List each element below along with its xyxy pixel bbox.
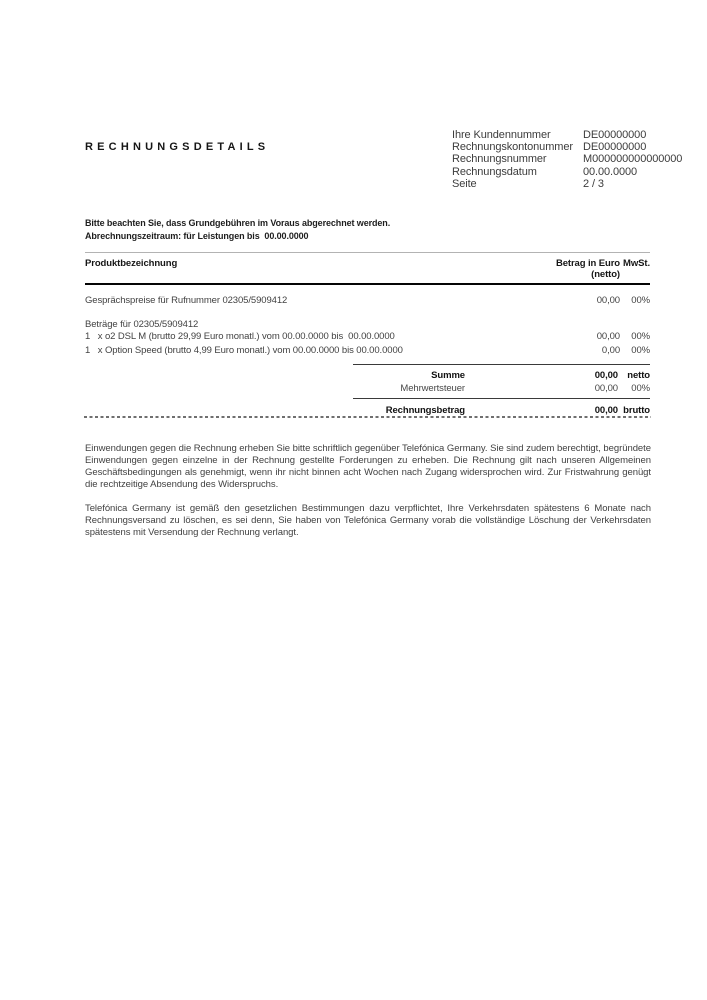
row-amount: 00,00 [596, 331, 620, 342]
page-title: RECHNUNGSDETAILS [85, 141, 270, 153]
charges-table [85, 252, 650, 357]
meta-row-invoice-number [452, 153, 682, 165]
meta-label: Rechnungsnummer [452, 153, 547, 166]
vat-label: Mehrwertsteuer [400, 383, 465, 394]
sum-amount: 00,00 [594, 370, 618, 381]
row-tax: 00% [631, 295, 650, 306]
notice-line-period: Abrechnungszeitraum: für Leistungen bis 00.00.0000 [85, 230, 309, 241]
totals-vat-row [353, 382, 650, 398]
row-tax: 00% [631, 331, 650, 342]
grand-total-unit: brutto [623, 405, 650, 416]
group-items [85, 331, 650, 357]
meta-value: 00.00.0000 [583, 165, 638, 178]
invoice-meta [452, 129, 682, 190]
row-product: Gesprächspreise für Rufnummer 02305/5909412 [85, 295, 288, 306]
meta-label: Rechnungsdatum [452, 165, 537, 178]
objection-paragraph: Einwendungen gegen die Rechnung erheben Sie bitte schriftlich gegenüber Telefónica Germany. Sie sind zudem berechtigt, begründete Einwendungen gegen einzelne in der Rechnung gestellte Forderungen zu erheben. Die Rechnung gilt nach unseren Allgemeinen Geschäftsbedingungen als genehmigt, wenn ihr nicht binnen acht Wochen nach Zugang widersprochen wird. Zur Fristwahrung genügt die rechtzeitige Absendung des Widerspruchs. [85, 443, 651, 490]
billing-notice [85, 217, 390, 242]
group-title: Beträge für 02305/5909412 [85, 319, 199, 330]
meta-value: DE00000000 [583, 141, 647, 154]
meta-value: 2 / 3 [583, 177, 604, 190]
table-row [85, 331, 650, 343]
meta-label: Ihre Kundennummer [452, 129, 551, 141]
sum-unit: netto [627, 370, 650, 381]
meta-label: Rechnungskontonummer [452, 141, 573, 154]
table-header-row [85, 253, 650, 285]
column-header-tax: MwSt. [623, 258, 650, 269]
vat-rate: 00% [631, 383, 650, 394]
meta-row-customer-number [452, 129, 682, 141]
row-tax: 00% [631, 344, 650, 356]
meta-value: DE00000000 [583, 129, 647, 141]
column-header-product: Produktbezeichnung [85, 258, 178, 269]
row-amount: 00,00 [596, 295, 620, 306]
grand-total-label: Rechnungsbetrag [385, 405, 465, 416]
column-header-amount [525, 258, 620, 280]
row-amount: 0,00 [601, 344, 620, 356]
totals-section [353, 364, 650, 417]
totals-grand-row [353, 399, 650, 417]
meta-value: M000000000000000 [583, 153, 683, 166]
table-row [85, 345, 650, 357]
totals-sum-row [353, 365, 650, 382]
meta-row-page [452, 178, 682, 190]
notice-line-prepaid: Bitte beachten Sie, dass Grundgebühren im Voraus abgerechnet werden. [85, 218, 391, 228]
row-product: 1 x o2 DSL M (brutto 29,99 Euro monatl.) vom 00.00.0000 bis 00.00.0000 [85, 331, 395, 342]
table-row [85, 295, 650, 306]
meta-label: Seite [452, 177, 477, 190]
row-product: 1 x Option Speed (brutto 4,99 Euro monatl.) vom 00.00.0000 bis 00.00.0000 [85, 344, 403, 356]
sum-label: Summe [431, 370, 465, 381]
data-retention-paragraph: Telefónica Germany ist gemäß den gesetzlichen Bestimmungen dazu verpflichtet, Ihre Verkehrsdaten spätestens 6 Monate nach Rechnungsversand zu löschen, es sei denn, Sie haben von Telefónica Germany vorab die vollständige Löschung der Verkehrsdaten spätestens mit Versendung der Rechnung verlangt. [85, 503, 651, 538]
vat-amount: 00,00 [594, 383, 618, 394]
column-header-amount-line2: (netto) [591, 269, 620, 280]
meta-row-account-number [452, 141, 682, 153]
column-header-amount-line1: Betrag in Euro [555, 258, 620, 269]
dashed-separator [84, 416, 651, 418]
grand-total-amount: 00,00 [594, 405, 618, 416]
meta-row-invoice-date [452, 166, 682, 178]
